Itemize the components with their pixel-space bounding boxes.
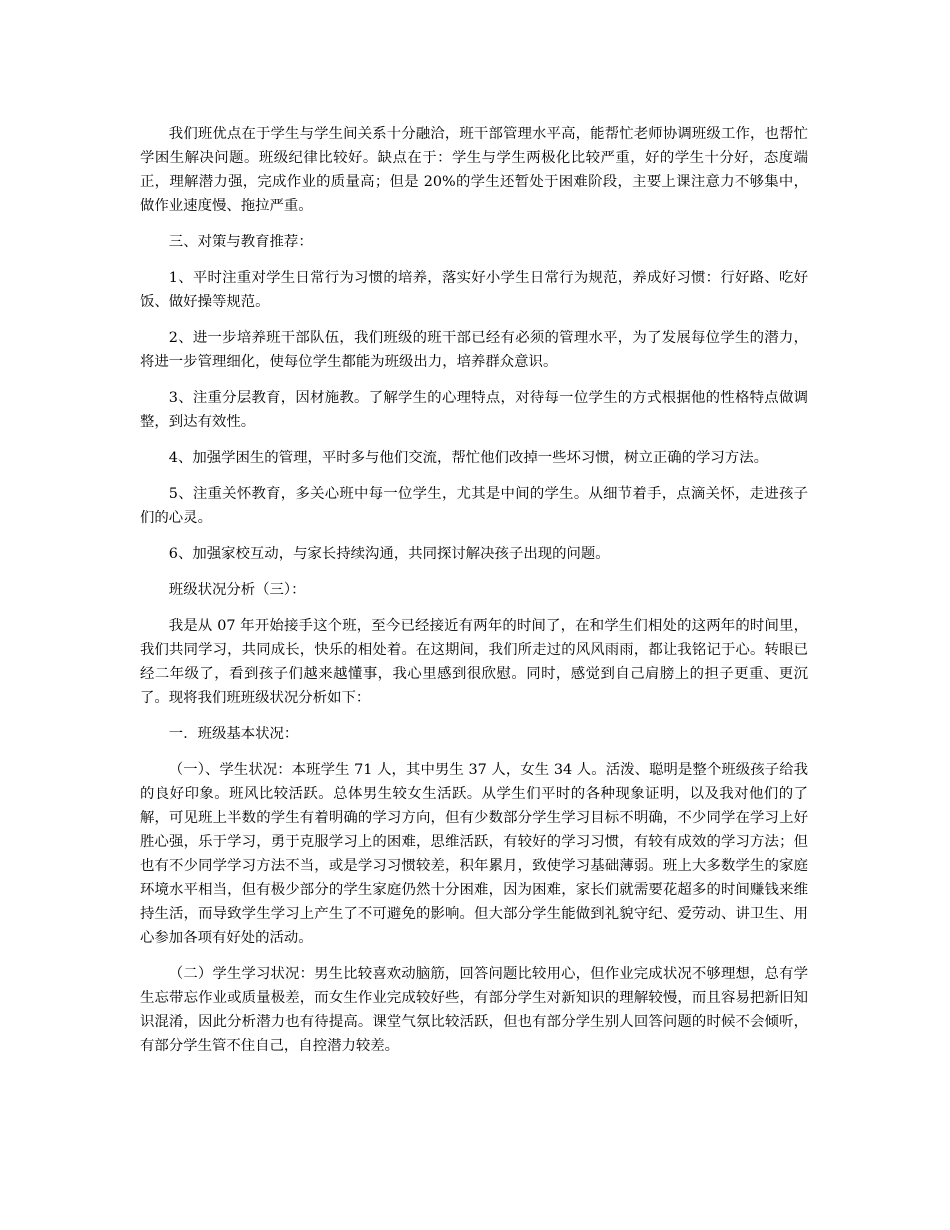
list-item-1: 1、平时注重对学生日常行为习惯的培养，落实好小学生日常行为规范，养成好习惯：行好路、吃好饭、做好操等规范。 [140,270,808,310]
list-item-3: 3、注重分层教育，因材施教。了解学生的心理特点，对待每一位学生的方式根据他的性格特点做调整，到达有效性。 [140,390,808,430]
section-heading-strategies: 三、对策与教育推荐： [168,234,313,250]
list-item-6: 6、加强家校互动，与家长持续沟通，共同探讨解决孩子出现的问题。 [168,546,610,562]
section-heading-basic-status: 一．班级基本状况： [168,726,299,742]
document-page [140,122,808,1070]
paragraph-introduction: 我是从 07 年开始接手这个班，至今已经接近有两年的时间了，在和学生们相处的这两年的时间里，我们共同学习，共同成长，快乐的相处着。在这期间，我们所走过的风风雨雨，都让我铭记于心。转眼已经二年级了，看到孩子们越来越懂事，我心里感到很欣慰。同时，感觉到自己肩膀上的担子更重、更沉了。现将我们班班级状况分析如下： [140,618,808,706]
paragraph-student-status: （一）、学生状况：本班学生 71 人，其中男生 37 人，女生 34 人。活泼、聪明是整个班级孩子给我的良好印象。班风比较活跃。总体男生较女生活跃。从学生们平时的各种现象证明，以及我对他们的了解，可见班上半数的学生有着明确的学习方向，但有少数部分学生学习目标不明确，不少同学在学习上好胜心强，乐于学习，勇于克服学习上的困难，思维活跃，有较好的学习习惯，有较有成效的学习方法；但也有不少同学学习方法不当，或是学习习惯较差，积年累月，致使学习基础薄弱。班上大多数学生的家庭环境水平相当，但有极少部分的学生家庭仍然十分困难，因为困难，家长们就需要花超多的时间赚钱来维持生活，而导致学生学习上产生了不可避免的影响。但大部分学生能做到礼貌守纪、爱劳动、讲卫生、用心参加各项有好处的活动。 [140,762,808,946]
list-item-5: 5、注重关怀教育，多关心班中每一位学生，尤其是中间的学生。从细节着手，点滴关怀，走进孩子们的心灵。 [140,486,808,526]
list-item-2: 2、进一步培养班干部队伍，我们班级的班干部已经有必须的管理水平，为了发展每位学生的潜力，将进一步管理细化，使每位学生都能为班级出力，培养群众意识。 [140,330,808,370]
paragraph-class-strengths-weaknesses: 我们班优点在于学生与学生间关系十分融洽，班干部管理水平高，能帮忙老师协调班级工作，也帮忙学困生解决问题。班级纪律比较好。缺点在于：学生与学生两极化比较严重，好的学生十分好，态度端正，理解潜力强，完成作业的质量高；但是 20%的学生还暂处于困难阶段，主要上课注意力不够集中，做作业速度慢、拖拉严重。 [140,126,808,214]
list-item-4: 4、加强学困生的管理，平时多与他们交流，帮忙他们改掉一些坏习惯，树立正确的学习方法。 [168,450,768,466]
section-heading-analysis-3: 班级状况分析（三）： [168,582,306,598]
paragraph-learning-status: （二）学生学习状况：男生比较喜欢动脑筋，回答问题比较用心，但作业完成状况不够理想，总有学生忘带忘作业或质量极差，而女生作业完成较好些，有部分学生对新知识的理解较慢，而且容易把新旧知识混淆，因此分析潜力也有待提高。课堂气氛比较活跃，但也有部分学生别人回答问题的时候不会倾听，有部分学生管不住自己，自控潜力较差。 [140,966,808,1054]
